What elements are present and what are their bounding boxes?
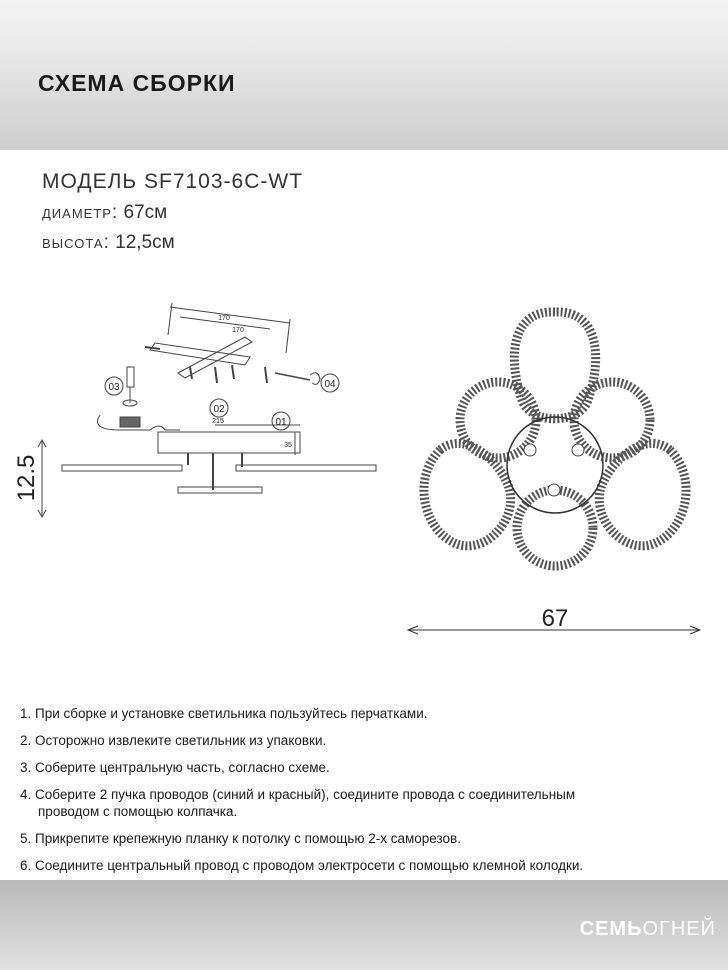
instruction-item [20, 759, 720, 776]
center-frame [507, 417, 603, 513]
page-title: СХЕМА СБОРКИ [38, 70, 236, 96]
instruction-text-continued: проводом с помощью колпачка. [38, 804, 238, 819]
instruction-text: Соберите центральную часть, согласно схеме. [35, 760, 330, 775]
inner-ring-right [574, 382, 650, 458]
screw-right [275, 373, 310, 380]
screw-4 [265, 367, 267, 383]
petal-ring-left [424, 443, 511, 545]
height-value: 12,5см [115, 232, 175, 253]
ring-side-right [236, 465, 376, 471]
dim-tick-right [286, 319, 290, 353]
top-view-svg [390, 290, 720, 640]
center-node-3 [548, 484, 560, 496]
terminal-block [120, 417, 140, 427]
screw-left [145, 347, 160, 349]
instruction-text: При сборке и установке светильника пользуйтесь перчатками. [35, 706, 428, 721]
instruction-item [20, 705, 720, 722]
instruction-item [20, 857, 720, 874]
top-view-diagram [390, 290, 720, 640]
hook-04 [310, 373, 320, 385]
instruction-number: 4. [20, 787, 32, 802]
center-node-1 [524, 444, 536, 456]
ring-side-center [178, 487, 262, 493]
dim-tick-left [168, 303, 172, 335]
instruction-number: 6. [20, 858, 32, 873]
instruction-text: Прикрепите крепежную планку к потолку с помощью 2-х саморезов. [35, 831, 461, 846]
width-dim-label: 67 [541, 605, 569, 632]
diameter-label: диаметр: [42, 202, 119, 223]
dim-line-top [170, 307, 290, 323]
rings-group [424, 312, 686, 566]
inner-ring-bottom [517, 490, 593, 566]
instruction-number: 5. [20, 831, 32, 846]
height-label: высота: [42, 232, 110, 253]
brand-logo-bold: СЕМЬ [579, 918, 643, 940]
dim-35: 35 [284, 442, 292, 449]
center-node-2 [572, 444, 584, 456]
instruction-text: Осторожно извлеките светильник из упаковки. [35, 733, 327, 748]
diameter-spec [42, 202, 303, 224]
height-dim-label: 12.5 [13, 454, 40, 502]
assembly-diagram [0, 295, 400, 535]
instruction-item [20, 830, 720, 847]
screw-1 [190, 367, 192, 379]
dim-215: 215 [212, 418, 224, 425]
screwdriver-handle [127, 367, 134, 387]
brand-logo-light: ОГНЕЙ [642, 918, 716, 940]
petal-ring-top [514, 312, 595, 419]
callout-03-label: 03 [108, 382, 120, 393]
brand-logo [580, 918, 716, 941]
screw-2 [215, 367, 217, 383]
callout-01-label: 01 [275, 417, 287, 428]
screw-3 [232, 365, 234, 379]
instruction-number: 3. [20, 760, 32, 775]
instruction-text: Соедините центральный провод с проводом электросети с помощью клемной колодки. [35, 858, 584, 873]
canopy [158, 432, 300, 453]
callout-02-label: 02 [213, 404, 225, 415]
model-number: МОДЕЛЬ SF7103-6C-WT [42, 170, 304, 193]
callout-04-label: 04 [324, 379, 336, 390]
instruction-number: 1. [20, 706, 32, 721]
dim-170-b: 170 [232, 327, 244, 334]
specs-block [42, 170, 303, 254]
instruction-text: Соберите 2 пучка проводов (синий и красный), соедините провода с соединительным [35, 787, 576, 802]
height-spec [42, 232, 303, 254]
instructions-list [20, 705, 720, 884]
ring-side-left [62, 465, 182, 471]
instruction-item [20, 786, 720, 820]
instruction-number: 2. [20, 733, 32, 748]
instruction-item [20, 732, 720, 749]
petal-ring-right [599, 443, 686, 545]
dim-170-a: 170 [218, 315, 230, 322]
diameter-value: 67см [123, 202, 168, 223]
assembly-diagram-svg [0, 295, 400, 535]
